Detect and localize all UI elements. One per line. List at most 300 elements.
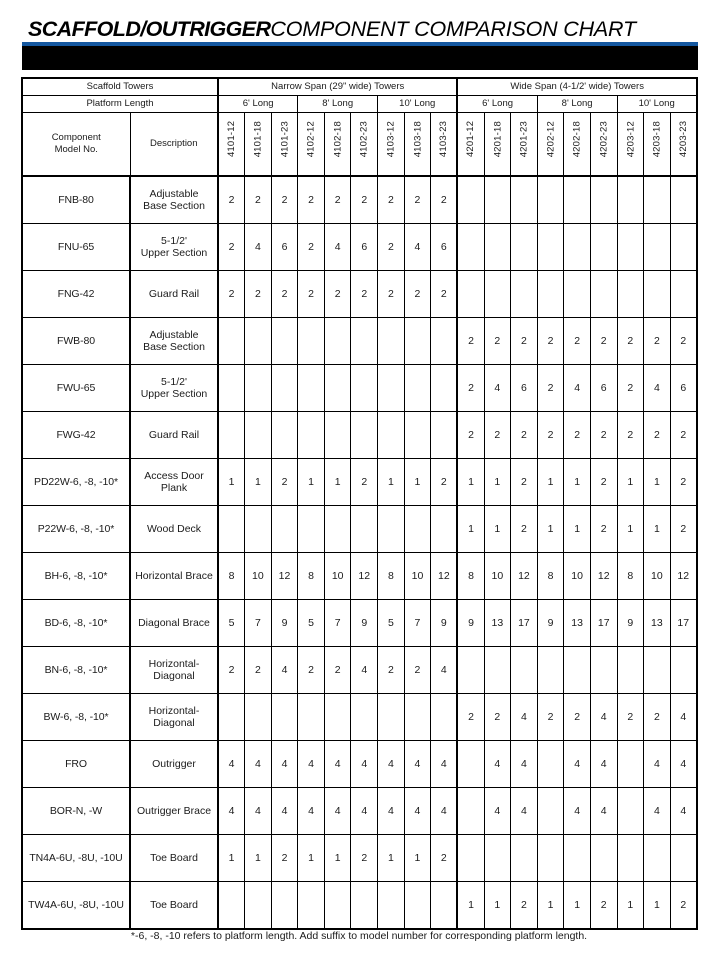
- cell-description: [130, 741, 218, 788]
- cell-quantity: [617, 835, 644, 882]
- cell-quantity: 2: [644, 694, 671, 741]
- cell-description: [130, 882, 218, 930]
- header-model-4102-12: 4102-12: [298, 113, 325, 177]
- cell-quantity: 2: [218, 271, 245, 318]
- cell-quantity: 4: [431, 788, 458, 835]
- cell-quantity: [324, 506, 351, 553]
- cell-quantity: 12: [590, 553, 617, 600]
- table-row: [22, 271, 697, 318]
- cell-quantity: [457, 176, 484, 224]
- cell-quantity: 9: [431, 600, 458, 647]
- header-row-span-groups: [22, 78, 697, 96]
- cell-quantity: 12: [511, 553, 538, 600]
- header-platform-length: Platform Length: [22, 96, 218, 113]
- cell-quantity: [351, 365, 378, 412]
- cell-quantity: [245, 412, 272, 459]
- cell-quantity: 5: [378, 600, 405, 647]
- cell-component-model-no: FRO: [22, 741, 130, 788]
- cell-quantity: [617, 788, 644, 835]
- cell-quantity: [590, 224, 617, 271]
- table-row: [22, 506, 697, 553]
- cell-quantity: 1: [245, 835, 272, 882]
- cell-quantity: 8: [537, 553, 564, 600]
- cell-quantity: 2: [511, 506, 538, 553]
- cell-quantity: 1: [644, 506, 671, 553]
- cell-quantity: 4: [218, 741, 245, 788]
- cell-quantity: 1: [245, 459, 272, 506]
- cell-quantity: 2: [670, 412, 697, 459]
- cell-quantity: 2: [670, 506, 697, 553]
- cell-quantity: 9: [617, 600, 644, 647]
- description-line1: Wood Deck: [146, 523, 202, 535]
- cell-quantity: [404, 412, 431, 459]
- description-line1: Horizontal-: [148, 658, 200, 670]
- cell-quantity: 4: [511, 788, 538, 835]
- cell-description: [130, 224, 218, 271]
- cell-component-model-no: BW-6, -8, -10*: [22, 694, 130, 741]
- header-model-4102-18: 4102-18: [324, 113, 351, 177]
- cell-quantity: 1: [617, 459, 644, 506]
- cell-quantity: 4: [670, 741, 697, 788]
- cell-quantity: 2: [298, 176, 325, 224]
- cell-quantity: 1: [457, 882, 484, 930]
- cell-quantity: [378, 365, 405, 412]
- cell-description: [130, 788, 218, 835]
- cell-quantity: 2: [298, 647, 325, 694]
- description-line1: Toe Board: [150, 852, 198, 864]
- cell-quantity: 2: [590, 506, 617, 553]
- cell-quantity: [537, 271, 564, 318]
- cell-quantity: 2: [670, 318, 697, 365]
- description-line2: Diagonal: [153, 717, 195, 729]
- cell-quantity: [511, 835, 538, 882]
- cell-quantity: 1: [218, 835, 245, 882]
- cell-quantity: [218, 882, 245, 930]
- cell-quantity: 4: [324, 788, 351, 835]
- cell-quantity: 2: [245, 647, 272, 694]
- cell-quantity: 2: [590, 882, 617, 930]
- header-component-line2: Model No.: [54, 144, 98, 155]
- table-row: [22, 788, 697, 835]
- description-line2: Base Section: [143, 341, 205, 353]
- cell-quantity: 4: [670, 788, 697, 835]
- cell-quantity: [378, 694, 405, 741]
- cell-description: [130, 318, 218, 365]
- cell-description: [130, 459, 218, 506]
- cell-quantity: 2: [457, 412, 484, 459]
- cell-quantity: 2: [378, 176, 405, 224]
- cell-quantity: [351, 412, 378, 459]
- cell-quantity: 2: [484, 318, 511, 365]
- cell-quantity: 2: [670, 882, 697, 930]
- cell-quantity: [457, 788, 484, 835]
- cell-quantity: [457, 224, 484, 271]
- header-model-4101-18: 4101-18: [245, 113, 272, 177]
- cell-quantity: 2: [218, 176, 245, 224]
- cell-quantity: 8: [457, 553, 484, 600]
- cell-quantity: 4: [378, 788, 405, 835]
- header-model-4202-18: 4202-18: [564, 113, 591, 177]
- cell-quantity: [378, 318, 405, 365]
- cell-quantity: 1: [617, 506, 644, 553]
- cell-quantity: 4: [564, 365, 591, 412]
- cell-description: [130, 600, 218, 647]
- cell-quantity: 10: [644, 553, 671, 600]
- cell-quantity: 2: [644, 318, 671, 365]
- cell-quantity: [431, 318, 458, 365]
- header-description: Description: [130, 113, 218, 177]
- header-component-model-no: [22, 113, 130, 177]
- cell-description: [130, 647, 218, 694]
- cell-quantity: [298, 412, 325, 459]
- cell-quantity: 4: [298, 741, 325, 788]
- cell-quantity: [351, 882, 378, 930]
- cell-quantity: 2: [511, 318, 538, 365]
- description-line1: Horizontal-: [148, 705, 200, 717]
- cell-quantity: 2: [537, 412, 564, 459]
- cell-quantity: [537, 224, 564, 271]
- header-length-wide-6: 6' Long: [457, 96, 537, 113]
- cell-quantity: [378, 506, 405, 553]
- header-model-4202-23: 4202-23: [590, 113, 617, 177]
- cell-quantity: 2: [617, 412, 644, 459]
- cell-quantity: 4: [271, 788, 298, 835]
- cell-quantity: 2: [245, 176, 272, 224]
- cell-quantity: 4: [298, 788, 325, 835]
- cell-quantity: 1: [564, 882, 591, 930]
- cell-quantity: 4: [271, 647, 298, 694]
- header-model-4203-12: 4203-12: [617, 113, 644, 177]
- header-row-platform-lengths: [22, 96, 697, 113]
- cell-quantity: 5: [298, 600, 325, 647]
- cell-quantity: [537, 647, 564, 694]
- cell-quantity: 6: [590, 365, 617, 412]
- table-row: [22, 176, 697, 224]
- cell-quantity: [644, 224, 671, 271]
- cell-quantity: 2: [564, 318, 591, 365]
- cell-quantity: 2: [404, 647, 431, 694]
- header-row-model-numbers: [22, 113, 697, 177]
- table-row: [22, 694, 697, 741]
- cell-quantity: 4: [484, 741, 511, 788]
- title-strong-part: SCAFFOLD/OUTRIGGER: [28, 17, 271, 41]
- cell-quantity: [484, 271, 511, 318]
- cell-quantity: [298, 365, 325, 412]
- cell-quantity: 10: [484, 553, 511, 600]
- description-line1: Access Door Plank: [144, 470, 204, 494]
- cell-quantity: 2: [590, 318, 617, 365]
- cell-quantity: 2: [431, 271, 458, 318]
- header-model-4201-23: 4201-23: [511, 113, 538, 177]
- cell-quantity: 6: [271, 224, 298, 271]
- cell-component-model-no: FWB-80: [22, 318, 130, 365]
- table-row: [22, 365, 697, 412]
- cell-quantity: [457, 741, 484, 788]
- cell-description: [130, 412, 218, 459]
- cell-quantity: [617, 176, 644, 224]
- component-comparison-table: [21, 77, 698, 930]
- cell-quantity: 1: [404, 459, 431, 506]
- cell-quantity: 1: [457, 459, 484, 506]
- cell-quantity: [564, 224, 591, 271]
- cell-quantity: [484, 224, 511, 271]
- cell-quantity: 4: [245, 224, 272, 271]
- cell-component-model-no: FNB-80: [22, 176, 130, 224]
- cell-quantity: 2: [564, 694, 591, 741]
- table-row: [22, 835, 697, 882]
- cell-quantity: 2: [457, 365, 484, 412]
- cell-quantity: [617, 271, 644, 318]
- cell-quantity: 8: [298, 553, 325, 600]
- cell-component-model-no: P22W-6, -8, -10*: [22, 506, 130, 553]
- header-scaffold-towers: Scaffold Towers: [22, 78, 218, 96]
- cell-quantity: 2: [351, 835, 378, 882]
- cell-quantity: 2: [431, 835, 458, 882]
- cell-quantity: [617, 647, 644, 694]
- cell-quantity: 1: [324, 459, 351, 506]
- cell-quantity: 2: [324, 271, 351, 318]
- cell-quantity: 1: [378, 835, 405, 882]
- cell-quantity: 4: [431, 741, 458, 788]
- cell-quantity: [324, 365, 351, 412]
- cell-description: [130, 365, 218, 412]
- cell-quantity: 2: [271, 176, 298, 224]
- table-row: [22, 741, 697, 788]
- cell-quantity: 8: [218, 553, 245, 600]
- cell-quantity: 2: [670, 459, 697, 506]
- cell-quantity: [537, 741, 564, 788]
- cell-quantity: 2: [484, 412, 511, 459]
- cell-quantity: [670, 271, 697, 318]
- cell-component-model-no: BD-6, -8, -10*: [22, 600, 130, 647]
- table-row: [22, 224, 697, 271]
- cell-quantity: 1: [218, 459, 245, 506]
- cell-quantity: 4: [404, 741, 431, 788]
- cell-quantity: 2: [245, 271, 272, 318]
- cell-quantity: 2: [590, 412, 617, 459]
- cell-component-model-no: FNU-65: [22, 224, 130, 271]
- cell-quantity: [644, 271, 671, 318]
- cell-quantity: 2: [378, 647, 405, 694]
- header-model-4103-18: 4103-18: [404, 113, 431, 177]
- cell-component-model-no: BN-6, -8, -10*: [22, 647, 130, 694]
- cell-component-model-no: FNG-42: [22, 271, 130, 318]
- cell-quantity: 1: [484, 459, 511, 506]
- cell-quantity: 5: [218, 600, 245, 647]
- cell-quantity: 2: [298, 224, 325, 271]
- cell-quantity: 4: [404, 224, 431, 271]
- cell-quantity: 12: [431, 553, 458, 600]
- cell-quantity: 4: [484, 788, 511, 835]
- cell-quantity: [271, 412, 298, 459]
- description-line2: Upper Section: [140, 247, 208, 259]
- cell-quantity: 4: [644, 365, 671, 412]
- cell-quantity: 12: [271, 553, 298, 600]
- cell-quantity: [245, 365, 272, 412]
- cell-quantity: 9: [457, 600, 484, 647]
- cell-quantity: 4: [644, 788, 671, 835]
- cell-quantity: 9: [537, 600, 564, 647]
- cell-quantity: [537, 788, 564, 835]
- cell-quantity: 4: [218, 788, 245, 835]
- cell-quantity: 13: [484, 600, 511, 647]
- cell-quantity: [617, 224, 644, 271]
- cell-quantity: [245, 318, 272, 365]
- cell-quantity: [617, 741, 644, 788]
- cell-quantity: 4: [351, 788, 378, 835]
- cell-quantity: 9: [351, 600, 378, 647]
- cell-quantity: [457, 271, 484, 318]
- cell-quantity: 4: [324, 224, 351, 271]
- cell-quantity: [670, 647, 697, 694]
- table-row: [22, 647, 697, 694]
- cell-quantity: [537, 176, 564, 224]
- cell-quantity: [271, 506, 298, 553]
- header-component-line1: Component: [51, 131, 101, 143]
- cell-quantity: [670, 224, 697, 271]
- description-line2: Diagonal: [153, 670, 195, 682]
- cell-quantity: 2: [511, 882, 538, 930]
- cell-quantity: [457, 647, 484, 694]
- cell-quantity: 1: [537, 506, 564, 553]
- description-line1: Adjustable: [149, 329, 199, 341]
- cell-quantity: [404, 365, 431, 412]
- description-line1: Outrigger: [152, 758, 196, 770]
- cell-quantity: 1: [457, 506, 484, 553]
- header-model-4101-12: 4101-12: [218, 113, 245, 177]
- cell-component-model-no: BH-6, -8, -10*: [22, 553, 130, 600]
- cell-quantity: 2: [617, 365, 644, 412]
- cell-quantity: [245, 882, 272, 930]
- cell-quantity: [271, 882, 298, 930]
- cell-quantity: [564, 835, 591, 882]
- header-model-4201-12: 4201-12: [457, 113, 484, 177]
- cell-quantity: 2: [537, 694, 564, 741]
- cell-quantity: [218, 506, 245, 553]
- cell-quantity: 17: [590, 600, 617, 647]
- cell-quantity: [404, 882, 431, 930]
- title-light-part: COMPONENT COMPARISON CHART: [270, 17, 636, 41]
- header-model-4103-12: 4103-12: [378, 113, 405, 177]
- cell-quantity: 10: [404, 553, 431, 600]
- cell-quantity: 4: [670, 694, 697, 741]
- cell-quantity: [644, 835, 671, 882]
- cell-quantity: 4: [590, 741, 617, 788]
- cell-quantity: 1: [564, 459, 591, 506]
- cell-quantity: 2: [431, 176, 458, 224]
- header-model-4203-18: 4203-18: [644, 113, 671, 177]
- table-row: [22, 459, 697, 506]
- cell-quantity: 1: [324, 835, 351, 882]
- cell-quantity: [218, 694, 245, 741]
- cell-quantity: [564, 647, 591, 694]
- cell-quantity: 2: [511, 459, 538, 506]
- header-length-narrow-6: 6' Long: [218, 96, 298, 113]
- cell-quantity: 2: [351, 176, 378, 224]
- cell-quantity: 4: [564, 741, 591, 788]
- table-row: [22, 553, 697, 600]
- cell-quantity: 2: [271, 459, 298, 506]
- header-length-wide-8: 8' Long: [537, 96, 617, 113]
- cell-description: [130, 835, 218, 882]
- cell-quantity: [378, 412, 405, 459]
- cell-quantity: 2: [590, 459, 617, 506]
- cell-quantity: 4: [271, 741, 298, 788]
- table-row: [22, 412, 697, 459]
- cell-quantity: 2: [351, 271, 378, 318]
- header-model-4103-23: 4103-23: [431, 113, 458, 177]
- cell-quantity: 4: [404, 788, 431, 835]
- cell-quantity: [431, 412, 458, 459]
- cell-quantity: 1: [404, 835, 431, 882]
- cell-quantity: 2: [564, 412, 591, 459]
- cell-quantity: [245, 506, 272, 553]
- cell-quantity: [537, 835, 564, 882]
- cell-quantity: [511, 176, 538, 224]
- cell-quantity: 9: [271, 600, 298, 647]
- cell-quantity: [351, 694, 378, 741]
- header-narrow-span: Narrow Span (29" wide) Towers: [218, 78, 457, 96]
- cell-quantity: 1: [484, 506, 511, 553]
- cell-quantity: [324, 882, 351, 930]
- cell-quantity: 1: [378, 459, 405, 506]
- cell-quantity: 10: [245, 553, 272, 600]
- cell-quantity: 4: [484, 365, 511, 412]
- cell-quantity: [511, 224, 538, 271]
- cell-quantity: 4: [564, 788, 591, 835]
- cell-quantity: 4: [378, 741, 405, 788]
- cell-quantity: 4: [351, 647, 378, 694]
- cell-quantity: [431, 882, 458, 930]
- cell-quantity: 10: [564, 553, 591, 600]
- cell-quantity: 2: [617, 318, 644, 365]
- header-model-4201-18: 4201-18: [484, 113, 511, 177]
- page-title: [28, 16, 636, 42]
- cell-quantity: 2: [218, 224, 245, 271]
- cell-quantity: [298, 506, 325, 553]
- description-line2: Upper Section: [140, 388, 208, 400]
- cell-quantity: [324, 318, 351, 365]
- cell-quantity: [484, 647, 511, 694]
- cell-quantity: 1: [617, 882, 644, 930]
- cell-quantity: [670, 176, 697, 224]
- cell-quantity: [324, 694, 351, 741]
- cell-quantity: 13: [644, 600, 671, 647]
- cell-quantity: [564, 271, 591, 318]
- cell-quantity: [245, 694, 272, 741]
- description-line1: Horizontal Brace: [135, 570, 213, 582]
- cell-quantity: 4: [511, 741, 538, 788]
- cell-quantity: [218, 318, 245, 365]
- cell-quantity: [590, 835, 617, 882]
- cell-quantity: 7: [245, 600, 272, 647]
- cell-quantity: 2: [484, 694, 511, 741]
- description-line1: Toe Board: [150, 899, 198, 911]
- cell-quantity: 12: [670, 553, 697, 600]
- cell-quantity: 2: [218, 647, 245, 694]
- cell-quantity: 2: [537, 318, 564, 365]
- table-row: [22, 882, 697, 930]
- description-line1: Guard Rail: [148, 288, 200, 300]
- cell-quantity: 4: [245, 788, 272, 835]
- black-banner-bar: [22, 46, 698, 70]
- description-line1: 5-1/2': [161, 235, 187, 247]
- cell-quantity: [404, 694, 431, 741]
- cell-description: [130, 506, 218, 553]
- footnote: *-6, -8, -10 refers to platform length. Add suffix to model number for corresponding platform length.: [130, 930, 588, 942]
- description-line1: 5-1/2': [161, 376, 187, 388]
- cell-quantity: 1: [537, 459, 564, 506]
